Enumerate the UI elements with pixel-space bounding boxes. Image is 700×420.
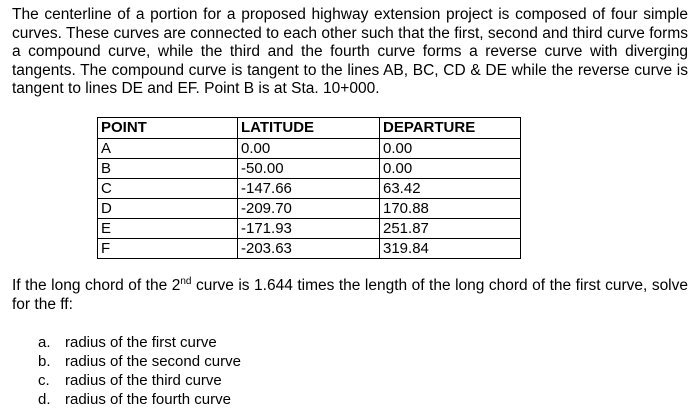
list-item — [38, 390, 241, 409]
cell-departure: 0.00 — [380, 159, 521, 179]
list-item — [38, 352, 241, 371]
table-row — [98, 159, 521, 179]
header-point: POINT — [98, 118, 238, 139]
list-item-text: radius of the third curve — [65, 372, 222, 389]
header-latitude: LATITUDE — [238, 118, 380, 139]
list-marker: d. — [38, 391, 51, 408]
cell-latitude: -203.63 — [238, 239, 380, 259]
list-marker: b. — [38, 353, 51, 370]
cell-latitude: -50.00 — [238, 159, 380, 179]
cell-point: D — [98, 199, 238, 219]
cell-departure: 251.87 — [380, 219, 521, 239]
question-text — [12, 277, 688, 314]
cell-point: F — [98, 239, 238, 259]
cell-latitude: -171.93 — [238, 219, 380, 239]
list-item-text: radius of the first curve — [65, 334, 217, 351]
table-row — [98, 219, 521, 239]
table-row — [98, 179, 521, 199]
list-item — [38, 371, 241, 390]
question-after: curve is 1.644 times the length of the long chord of the first curve, solve for the ff: — [12, 277, 688, 313]
problem-statement: The centerline of a portion for a proposed highway extension project is composed of four simple curves. These curves are connected to each other such that the first, second and third curve forms a compound curve, while the third and the fourth curve forms a reverse curve with diverging tangents. The compound curve is tangent to the lines AB, BC, CD & DE while the reverse curve is tangent to lines DE and EF. Point B is at Sta. 10+000. — [12, 6, 688, 97]
list-item-text: radius of the second curve — [65, 353, 241, 370]
cell-departure: 170.88 — [380, 199, 521, 219]
question-before: If the long chord of the 2 — [12, 277, 181, 294]
ordinal-superscript: nd — [180, 275, 192, 287]
cell-latitude: 0.00 — [238, 139, 380, 159]
list-marker: c. — [38, 372, 50, 389]
header-departure: DEPARTURE — [380, 118, 521, 139]
cell-departure: 0.00 — [380, 139, 521, 159]
list-item-text: radius of the fourth curve — [65, 391, 231, 408]
traverse-table — [97, 117, 521, 259]
list-marker: a. — [38, 334, 51, 351]
cell-point: C — [98, 179, 238, 199]
cell-point: B — [98, 159, 238, 179]
table-header-row — [98, 118, 521, 139]
cell-departure: 319.84 — [380, 239, 521, 259]
table-row — [98, 239, 521, 259]
cell-point: E — [98, 219, 238, 239]
table-row — [98, 139, 521, 159]
sub-questions-list — [38, 333, 241, 409]
cell-point: A — [98, 139, 238, 159]
cell-latitude: -209.70 — [238, 199, 380, 219]
cell-latitude: -147.66 — [238, 179, 380, 199]
list-item — [38, 333, 241, 352]
cell-departure: 63.42 — [380, 179, 521, 199]
table-row — [98, 199, 521, 219]
